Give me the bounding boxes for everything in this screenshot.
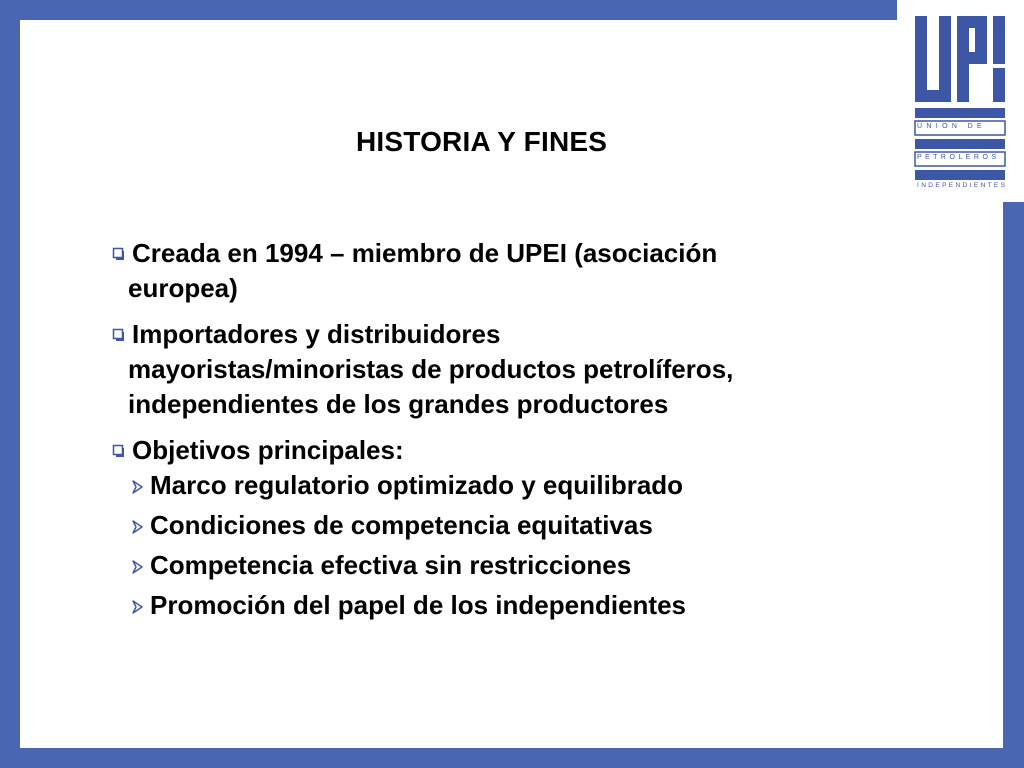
chevron-right-icon xyxy=(130,479,146,495)
slide-content xyxy=(112,236,892,628)
upi-logo-graphic xyxy=(897,0,1024,202)
sub-bullet-text: Condiciones de competencia equitativas xyxy=(150,510,653,540)
chevron-right-icon xyxy=(130,559,146,575)
bullet-text: Creada en 1994 – miembro de UPEI (asociación xyxy=(132,238,718,268)
bullet-text: Objetivos principales: xyxy=(132,435,404,465)
bullet-item xyxy=(112,236,892,306)
sub-bullet-item xyxy=(112,508,892,543)
chevron-right-icon xyxy=(130,599,146,615)
sub-bullet-item xyxy=(112,588,892,623)
logo-tagline-2: P E T R O L E R O S xyxy=(917,154,997,161)
sub-bullet-text: Competencia efectiva sin restricciones xyxy=(150,550,632,580)
hollow-square-icon xyxy=(112,444,126,458)
logo-tagline-1: U N I O N D E xyxy=(917,123,983,130)
bullet-item xyxy=(112,317,892,422)
sub-bullet-item xyxy=(112,548,892,583)
chevron-right-icon xyxy=(130,519,146,535)
sub-bullet-text: Promoción del papel de los independientes xyxy=(150,590,686,620)
sub-bullet-text: Marco regulatorio optimizado y equilibrado xyxy=(150,470,684,500)
sub-bullet-item xyxy=(112,468,892,503)
hollow-square-icon xyxy=(112,328,126,342)
bullet-text-cont: europea) xyxy=(128,273,238,303)
hollow-square-icon xyxy=(112,247,126,261)
slide-title: HISTORIA Y FINES xyxy=(356,126,608,157)
upi-logo xyxy=(897,0,1024,202)
bullet-text-cont: independientes de los grandes productores xyxy=(128,389,669,419)
bullet-text: Importadores y distribuidores xyxy=(132,319,501,349)
logo-tagline-3: I N D E P E N D I E N T E S xyxy=(917,182,1006,189)
bullet-text-cont: mayoristas/minoristas de productos petrolíferos, xyxy=(128,354,734,384)
bullet-item xyxy=(112,433,892,468)
